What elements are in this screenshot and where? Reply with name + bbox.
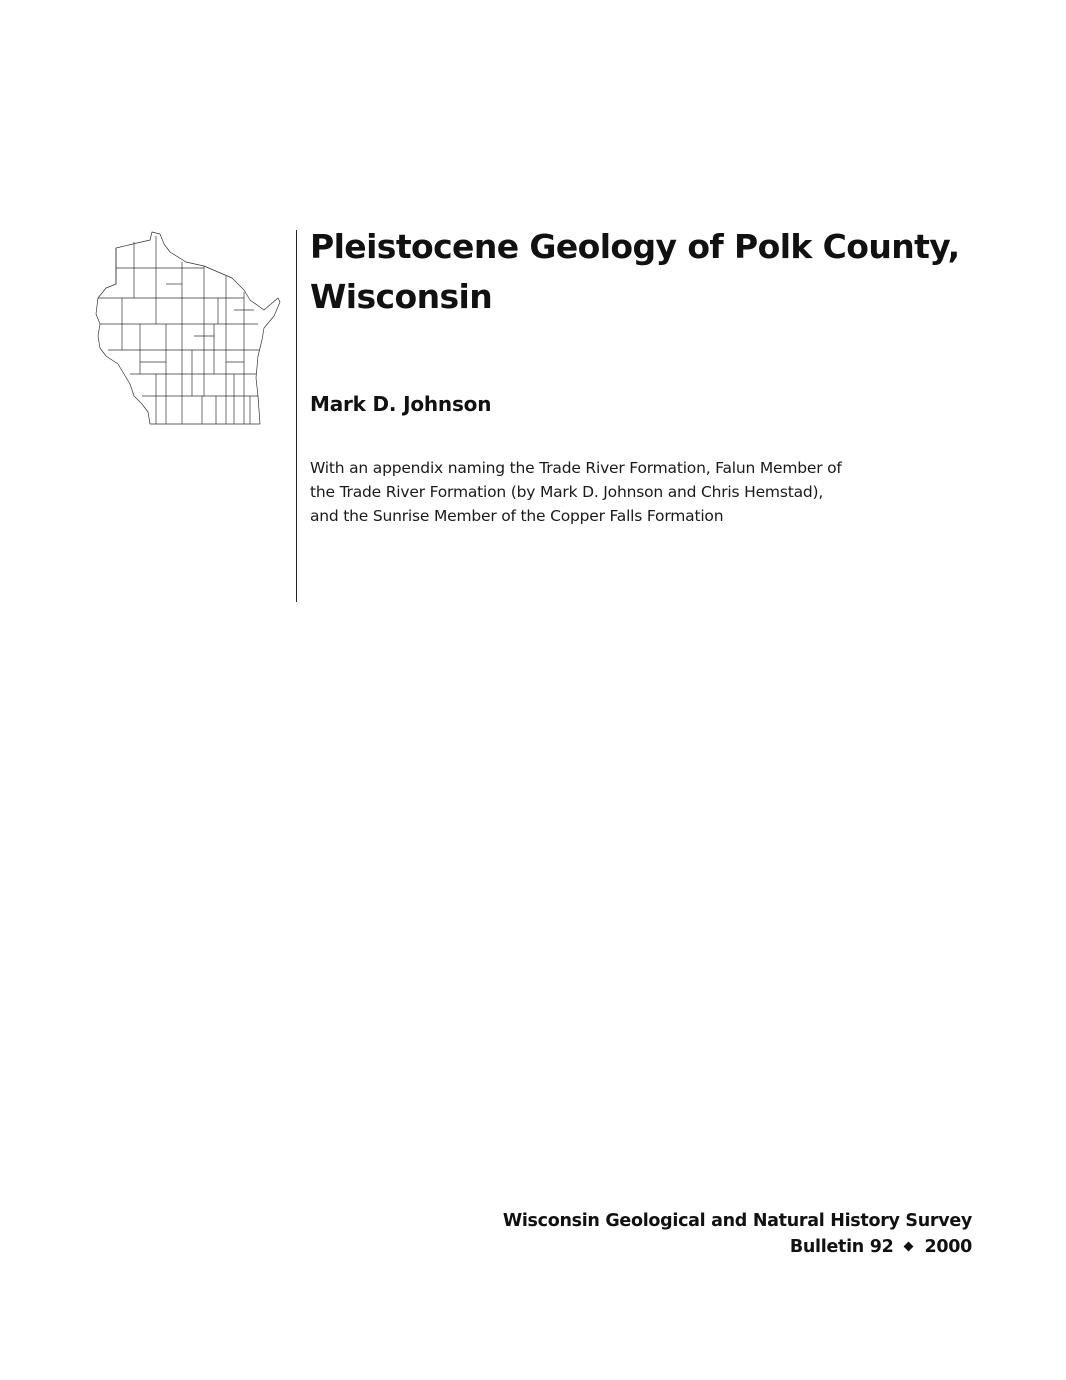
vertical-divider — [296, 230, 297, 602]
publication-year: 2000 — [924, 1237, 972, 1257]
bulletin-number: Bulletin 92 — [789, 1237, 894, 1257]
appendix-note: With an appendix naming the Trade River Formation, Falun Member of the Trade River Formation (by Mark D. Johnson and Chris Hemstad), and the Sunrise Member of the Copper Falls Formation — [310, 459, 842, 525]
publisher-block — [503, 1208, 972, 1260]
author-name: Mark D. Johnson — [310, 392, 492, 416]
bulletin-line — [503, 1234, 972, 1260]
publisher-name: Wisconsin Geological and Natural History Survey — [502, 1211, 972, 1231]
wisconsin-county-map-icon — [94, 228, 282, 428]
diamond-separator-icon — [904, 1241, 914, 1251]
page-title: Pleistocene Geology of Polk County, Wisconsin — [310, 227, 960, 316]
